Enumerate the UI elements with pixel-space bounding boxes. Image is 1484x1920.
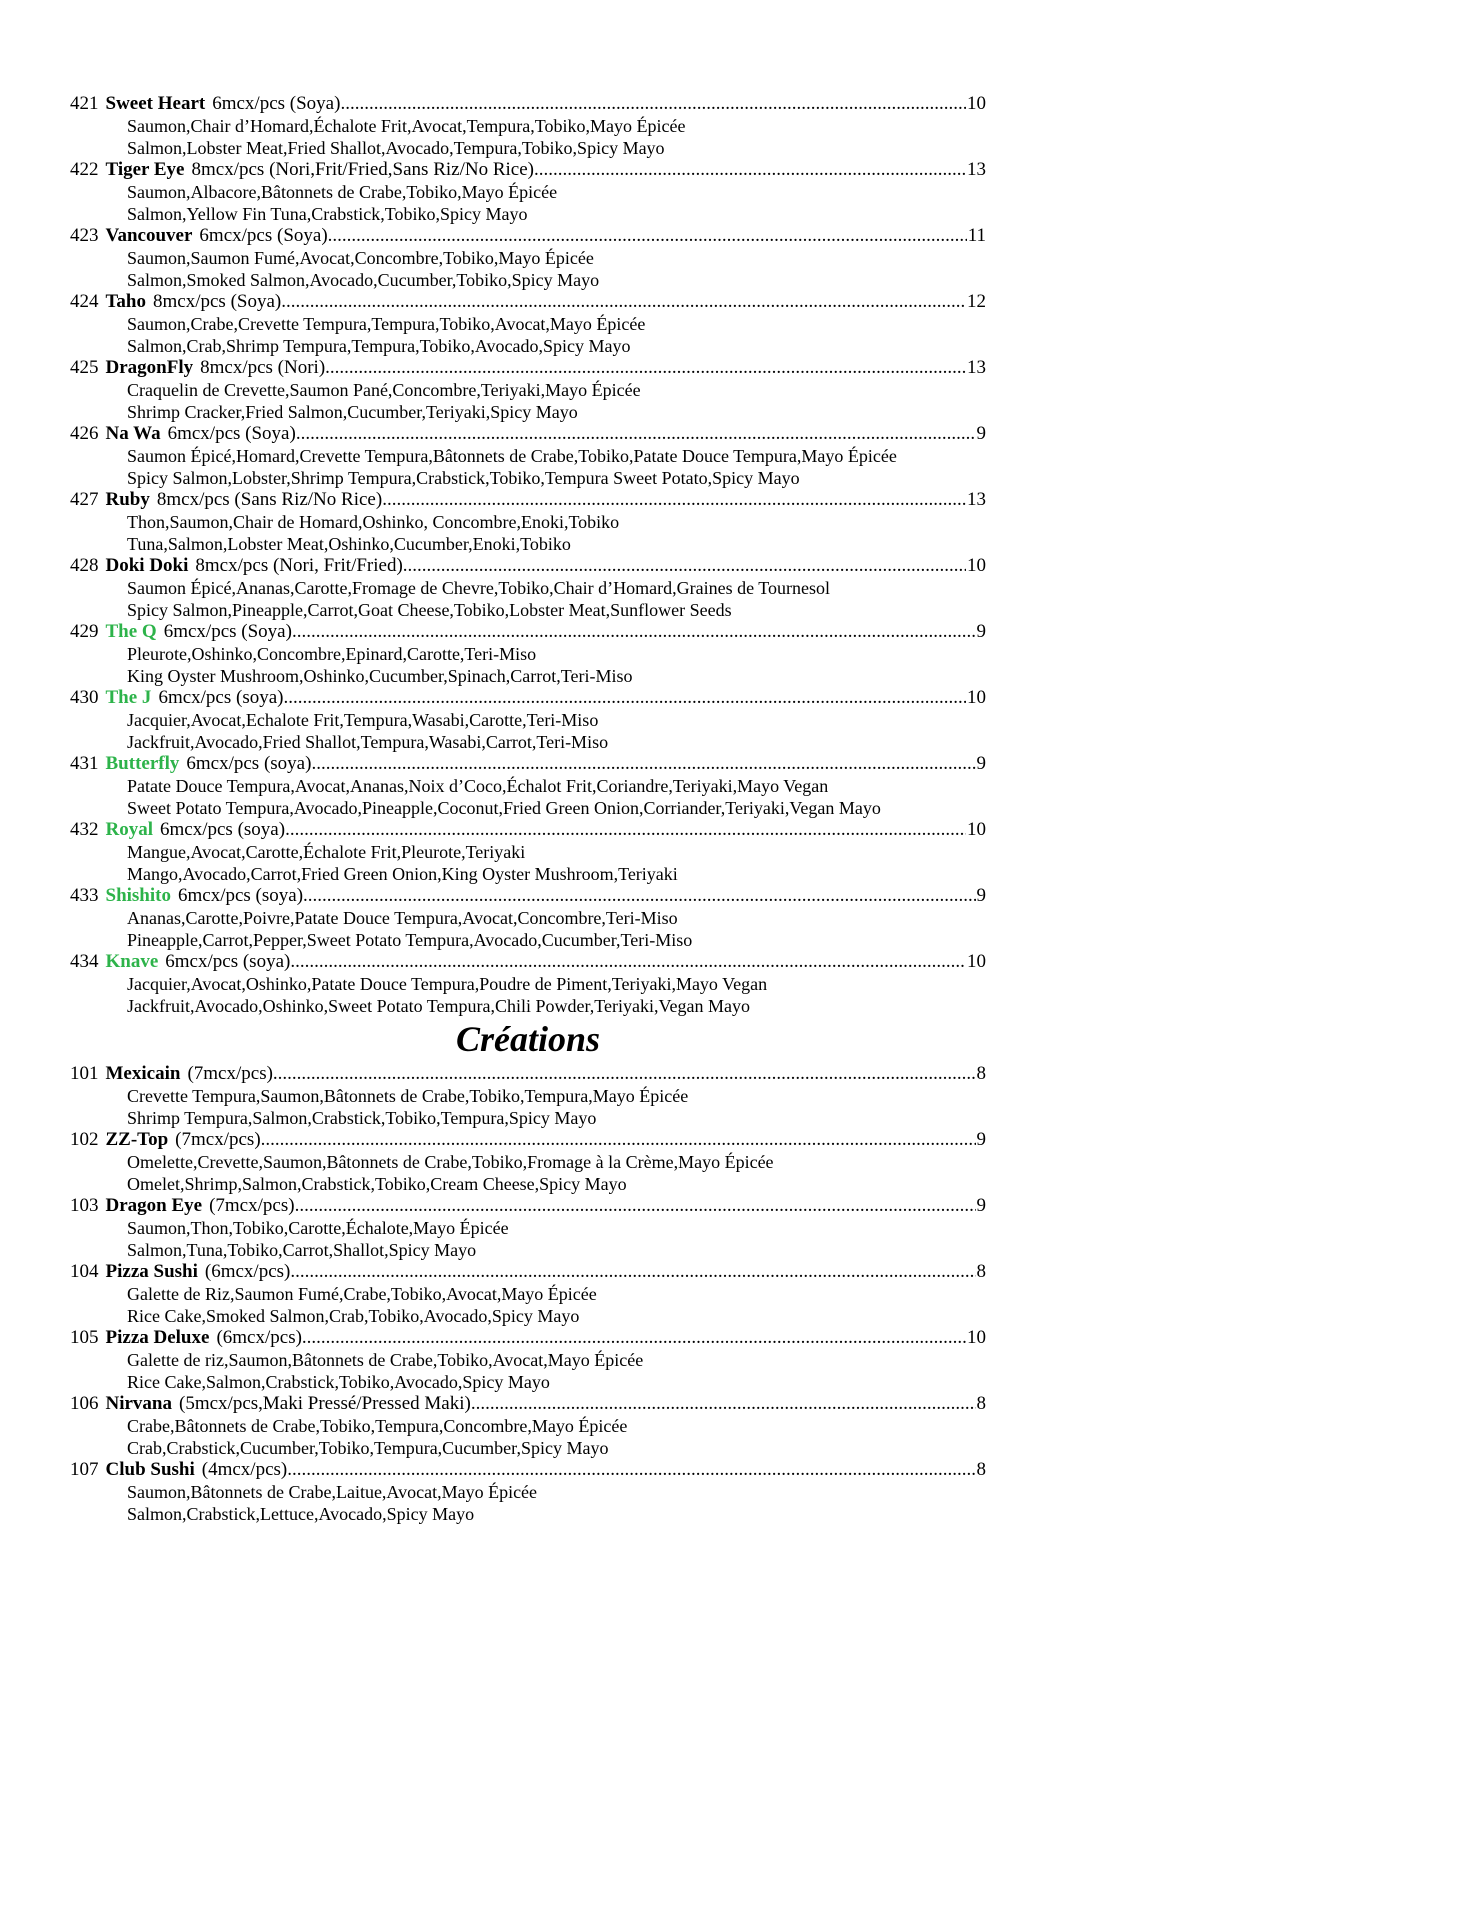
item-number: 101 xyxy=(70,1063,99,1084)
item-number: 106 xyxy=(70,1393,99,1414)
item-name: Na Wa xyxy=(105,423,161,444)
item-title-line xyxy=(70,687,986,709)
item-number: 427 xyxy=(70,489,99,510)
dot-leader xyxy=(284,687,967,709)
item-title-line xyxy=(70,1195,986,1217)
dot-leader xyxy=(295,1195,976,1217)
item-title-line xyxy=(70,1459,986,1481)
dot-leader xyxy=(290,951,966,973)
item-title-line xyxy=(70,489,986,511)
item-info: (7mcx/pcs) xyxy=(175,1129,261,1150)
item-desc-en: Rice Cake,Smoked Salmon,Crab,Tobiko,Avocado,Spicy Mayo xyxy=(127,1306,580,1326)
item-desc-en: Mango,Avocado,Carrot,Fried Green Onion,King Oyster Mushroom,Teriyaki xyxy=(127,864,678,884)
dot-leader xyxy=(281,291,966,313)
item-title-line xyxy=(70,423,986,445)
item-price: 11 xyxy=(967,225,986,246)
menu-item xyxy=(70,1195,986,1261)
item-desc-en: Crab,Crabstick,Cucumber,Tobiko,Tempura,Cucumber,Spicy Mayo xyxy=(127,1438,609,1458)
menu-item xyxy=(70,687,986,753)
item-desc-fr: Galette de riz,Saumon,Bâtonnets de Crabe,Tobiko,Avocat,Mayo Épicée xyxy=(127,1350,644,1370)
item-price: 8 xyxy=(976,1459,986,1480)
menu-item xyxy=(70,291,986,357)
dot-leader xyxy=(325,357,966,379)
item-number: 102 xyxy=(70,1129,99,1150)
item-desc-fr: Saumon,Saumon Fumé,Avocat,Concombre,Tobiko,Mayo Épicée xyxy=(127,248,594,268)
item-info: (7mcx/pcs) xyxy=(209,1195,295,1216)
item-number: 421 xyxy=(70,93,99,114)
item-name: Dragon Eye xyxy=(105,1195,203,1216)
item-info: 6mcx/pcs (Soya) xyxy=(199,225,328,246)
item-number: 434 xyxy=(70,951,99,972)
item-number: 103 xyxy=(70,1195,99,1216)
item-desc-en: King Oyster Mushroom,Oshinko,Cucumber,Spinach,Carrot,Teri-Miso xyxy=(127,666,633,686)
dot-leader xyxy=(403,555,966,577)
item-name: Shishito xyxy=(105,885,171,906)
item-name: Pizza Deluxe xyxy=(105,1327,210,1348)
item-title-line xyxy=(70,357,986,379)
menu-item xyxy=(70,1261,986,1327)
item-title-line xyxy=(70,1327,986,1349)
item-info: 8mcx/pcs (Nori) xyxy=(200,357,326,378)
item-desc-en: Salmon,Tuna,Tobiko,Carrot,Shallot,Spicy Mayo xyxy=(127,1240,477,1260)
item-desc-en: Jackfruit,Avocado,Oshinko,Sweet Potato Tempura,Chili Powder,Teriyaki,Vegan Mayo xyxy=(127,996,750,1016)
item-price: 9 xyxy=(976,1195,986,1216)
item-price: 9 xyxy=(976,885,986,906)
item-name: Nirvana xyxy=(105,1393,172,1414)
item-number: 431 xyxy=(70,753,99,774)
item-name: The Q xyxy=(105,621,157,642)
menu-item xyxy=(70,1393,986,1459)
item-info: 6mcx/pcs (Soya) xyxy=(167,423,296,444)
item-name: Vancouver xyxy=(105,225,193,246)
menu-item xyxy=(70,225,986,291)
item-info: (4mcx/pcs) xyxy=(201,1459,288,1480)
item-name: ZZ-Top xyxy=(105,1129,169,1150)
item-desc-en: Spicy Salmon,Pineapple,Carrot,Goat Cheese,Tobiko,Lobster Meat,Sunflower Seeds xyxy=(127,600,732,620)
item-title-line xyxy=(70,885,986,907)
item-desc-fr: Saumon Épicé,Homard,Crevette Tempura,Bâtonnets de Crabe,Tobiko,Patate Douce Tempura,Mayo Épicée xyxy=(127,446,897,466)
item-name: Tiger Eye xyxy=(105,159,185,180)
item-desc-en: Pineapple,Carrot,Pepper,Sweet Potato Tempura,Avocado,Cucumber,Teri-Miso xyxy=(127,930,693,950)
item-info: 6mcx/pcs (soya) xyxy=(177,885,304,906)
dot-leader xyxy=(382,489,966,511)
item-number: 430 xyxy=(70,687,99,708)
dot-leader xyxy=(340,93,966,115)
item-name: Pizza Sushi xyxy=(105,1261,198,1282)
menu-item xyxy=(70,423,986,489)
item-name: Sweet Heart xyxy=(105,93,206,114)
item-info: 8mcx/pcs (Nori,Frit/Fried,Sans Riz/No Rice) xyxy=(191,159,534,180)
menu-item xyxy=(70,951,986,1017)
item-desc-en: Salmon,Crab,Shrimp Tempura,Tempura,Tobiko,Avocado,Spicy Mayo xyxy=(127,336,631,356)
item-number: 423 xyxy=(70,225,99,246)
item-price: 10 xyxy=(967,555,986,576)
item-desc-fr: Patate Douce Tempura,Avocat,Ananas,Noix d’Coco,Échalot Frit,Coriandre,Teriyaki,Mayo Vegan xyxy=(127,776,829,796)
item-info: 6mcx/pcs (soya) xyxy=(165,951,291,972)
dot-leader xyxy=(328,225,967,247)
item-price: 13 xyxy=(967,489,986,510)
section-title: Créations xyxy=(455,1019,601,1059)
item-price: 8 xyxy=(976,1063,986,1084)
item-info: (6mcx/pcs) xyxy=(204,1261,291,1282)
item-info: 6mcx/pcs (Soya) xyxy=(212,93,341,114)
item-name: DragonFly xyxy=(105,357,194,378)
item-price: 9 xyxy=(976,621,986,642)
dot-leader xyxy=(302,1327,966,1349)
item-desc-en: Tuna,Salmon,Lobster Meat,Oshinko,Cucumber,Enoki,Tobiko xyxy=(127,534,571,554)
item-desc-en: Sweet Potato Tempura,Avocado,Pineapple,Coconut,Fried Green Onion,Corriander,Teriyaki,Vegan Mayo xyxy=(127,798,881,818)
item-title-line xyxy=(70,291,986,313)
item-number: 429 xyxy=(70,621,99,642)
item-title-line xyxy=(70,621,986,643)
item-desc-fr: Ananas,Carotte,Poivre,Patate Douce Tempura,Avocat,Concombre,Teri-Miso xyxy=(127,908,678,928)
menu-item xyxy=(70,1129,986,1195)
item-number: 424 xyxy=(70,291,99,312)
item-desc-en: Rice Cake,Salmon,Crabstick,Tobiko,Avocado,Spicy Mayo xyxy=(127,1372,550,1392)
item-name: Club Sushi xyxy=(105,1459,195,1480)
item-title-line xyxy=(70,753,986,775)
item-number: 426 xyxy=(70,423,99,444)
item-desc-fr: Saumon,Chair d’Homard,Échalote Frit,Avocat,Tempura,Tobiko,Mayo Épicée xyxy=(127,116,686,136)
dot-leader xyxy=(290,1261,975,1283)
item-price: 9 xyxy=(976,1129,986,1150)
item-name: The J xyxy=(105,687,152,708)
item-title-line xyxy=(70,1261,986,1283)
item-name: Butterfly xyxy=(105,753,180,774)
item-price: 8 xyxy=(976,1261,986,1282)
item-name: Doki Doki xyxy=(105,555,189,576)
menu-item xyxy=(70,753,986,819)
dot-leader xyxy=(292,621,976,643)
dot-leader xyxy=(303,885,975,907)
item-desc-fr: Saumon Épicé,Ananas,Carotte,Fromage de Chevre,Tobiko,Chair d’Homard,Graines de Tournesol xyxy=(127,578,830,598)
item-name: Taho xyxy=(105,291,146,312)
item-desc-fr: Craquelin de Crevette,Saumon Pané,Concombre,Teriyaki,Mayo Épicée xyxy=(127,380,641,400)
item-desc-en: Salmon,Lobster Meat,Fried Shallot,Avocado,Tempura,Tobiko,Spicy Mayo xyxy=(127,138,665,158)
item-desc-fr: Galette de Riz,Saumon Fumé,Crabe,Tobiko,Avocat,Mayo Épicée xyxy=(127,1284,597,1304)
menu-item xyxy=(70,1459,986,1525)
item-price: 8 xyxy=(976,1393,986,1414)
item-name: Royal xyxy=(105,819,153,840)
item-title-line xyxy=(70,1393,986,1415)
item-price: 13 xyxy=(967,159,986,180)
item-name: Ruby xyxy=(105,489,150,510)
item-price: 9 xyxy=(976,753,986,774)
item-title-line xyxy=(70,1063,986,1085)
item-title-line xyxy=(70,225,986,247)
dot-leader xyxy=(296,423,976,445)
item-desc-en: Spicy Salmon,Lobster,Shrimp Tempura,Crabstick,Tobiko,Tempura Sweet Potato,Spicy Mayo xyxy=(127,468,800,488)
menu-item xyxy=(70,819,986,885)
item-number: 432 xyxy=(70,819,99,840)
item-info: 8mcx/pcs (Sans Riz/No Rice) xyxy=(156,489,383,510)
item-desc-en: Shrimp Tempura,Salmon,Crabstick,Tobiko,Tempura,Spicy Mayo xyxy=(127,1108,597,1128)
item-price: 10 xyxy=(967,1327,986,1348)
dot-leader xyxy=(534,159,966,181)
item-info: 6mcx/pcs (soya) xyxy=(160,819,286,840)
menu-item xyxy=(70,555,986,621)
item-desc-fr: Saumon,Bâtonnets de Crabe,Laitue,Avocat,Mayo Épicée xyxy=(127,1482,538,1502)
item-title-line xyxy=(70,951,986,973)
item-number: 107 xyxy=(70,1459,99,1480)
item-number: 104 xyxy=(70,1261,99,1282)
item-title-line xyxy=(70,555,986,577)
item-info: 6mcx/pcs (soya) xyxy=(158,687,284,708)
menu-item xyxy=(70,1063,986,1129)
item-desc-en: Salmon,Smoked Salmon,Avocado,Cucumber,Tobiko,Spicy Mayo xyxy=(127,270,600,290)
item-desc-fr: Pleurote,Oshinko,Concombre,Epinard,Carotte,Teri-Miso xyxy=(127,644,537,664)
dot-leader xyxy=(285,819,966,841)
item-desc-fr: Omelette,Crevette,Saumon,Bâtonnets de Crabe,Tobiko,Fromage à la Crème,Mayo Épicée xyxy=(127,1152,774,1172)
item-desc-fr: Saumon,Crabe,Crevette Tempura,Tempura,Tobiko,Avocat,Mayo Épicée xyxy=(127,314,646,334)
item-title-line xyxy=(70,159,986,181)
dot-leader xyxy=(261,1129,976,1151)
item-desc-en: Jackfruit,Avocado,Fried Shallot,Tempura,Wasabi,Carrot,Teri-Miso xyxy=(127,732,609,752)
item-number: 105 xyxy=(70,1327,99,1348)
dot-leader xyxy=(311,753,975,775)
dot-leader xyxy=(287,1459,975,1481)
menu-item xyxy=(70,357,986,423)
item-desc-fr: Thon,Saumon,Chair de Homard,Oshinko, Concombre,Enoki,Tobiko xyxy=(127,512,620,532)
menu-item xyxy=(70,621,986,687)
item-price: 13 xyxy=(967,357,986,378)
menu-item xyxy=(70,159,986,225)
item-info: 8mcx/pcs (Nori, Frit/Fried) xyxy=(195,555,403,576)
item-desc-en: Shrimp Cracker,Fried Salmon,Cucumber,Teriyaki,Spicy Mayo xyxy=(127,402,578,422)
item-desc-fr: Jacquier,Avocat,Echalote Frit,Tempura,Wasabi,Carotte,Teri-Miso xyxy=(127,710,599,730)
item-price: 10 xyxy=(967,93,986,114)
item-desc-fr: Crabe,Bâtonnets de Crabe,Tobiko,Tempura,Concombre,Mayo Épicée xyxy=(127,1416,628,1436)
item-desc-en: Salmon,Yellow Fin Tuna,Crabstick,Tobiko,Spicy Mayo xyxy=(127,204,528,224)
dot-leader xyxy=(273,1063,976,1085)
item-desc-en: Omelet,Shrimp,Salmon,Crabstick,Tobiko,Cream Cheese,Spicy Mayo xyxy=(127,1174,627,1194)
menu-item xyxy=(70,1327,986,1393)
item-desc-fr: Mangue,Avocat,Carotte,Échalote Frit,Pleurote,Teriyaki xyxy=(127,842,526,862)
item-title-line xyxy=(70,1129,986,1151)
item-desc-fr: Jacquier,Avocat,Oshinko,Patate Douce Tempura,Poudre de Piment,Teriyaki,Mayo Vegan xyxy=(127,974,768,994)
menu-item xyxy=(70,93,986,159)
item-number: 428 xyxy=(70,555,99,576)
item-title-line xyxy=(70,93,986,115)
item-title-line xyxy=(70,819,986,841)
menu-list xyxy=(70,93,986,1525)
dot-leader xyxy=(471,1393,976,1415)
menu-item xyxy=(70,489,986,555)
item-price: 10 xyxy=(967,819,986,840)
item-desc-fr: Saumon,Albacore,Bâtonnets de Crabe,Tobiko,Mayo Épicée xyxy=(127,182,558,202)
item-price: 10 xyxy=(967,951,986,972)
item-info: 6mcx/pcs (soya) xyxy=(186,753,312,774)
item-name: Knave xyxy=(105,951,159,972)
item-number: 422 xyxy=(70,159,99,180)
item-desc-fr: Crevette Tempura,Saumon,Bâtonnets de Crabe,Tobiko,Tempura,Mayo Épicée xyxy=(127,1086,689,1106)
item-number: 425 xyxy=(70,357,99,378)
menu-item xyxy=(70,885,986,951)
item-info: (7mcx/pcs) xyxy=(187,1063,273,1084)
item-number: 433 xyxy=(70,885,99,906)
item-info: 6mcx/pcs (Soya) xyxy=(163,621,292,642)
item-info: 8mcx/pcs (Soya) xyxy=(153,291,282,312)
item-price: 12 xyxy=(967,291,986,312)
item-info: (6mcx/pcs) xyxy=(216,1327,302,1348)
item-info: (5mcx/pcs,Maki Pressé/Pressed Maki) xyxy=(179,1393,471,1414)
item-desc-en: Salmon,Crabstick,Lettuce,Avocado,Spicy Mayo xyxy=(127,1504,475,1524)
item-desc-fr: Saumon,Thon,Tobiko,Carotte,Échalote,Mayo Épicée xyxy=(127,1218,509,1238)
item-price: 9 xyxy=(976,423,986,444)
item-price: 10 xyxy=(967,687,986,708)
item-name: Mexicain xyxy=(105,1063,181,1084)
